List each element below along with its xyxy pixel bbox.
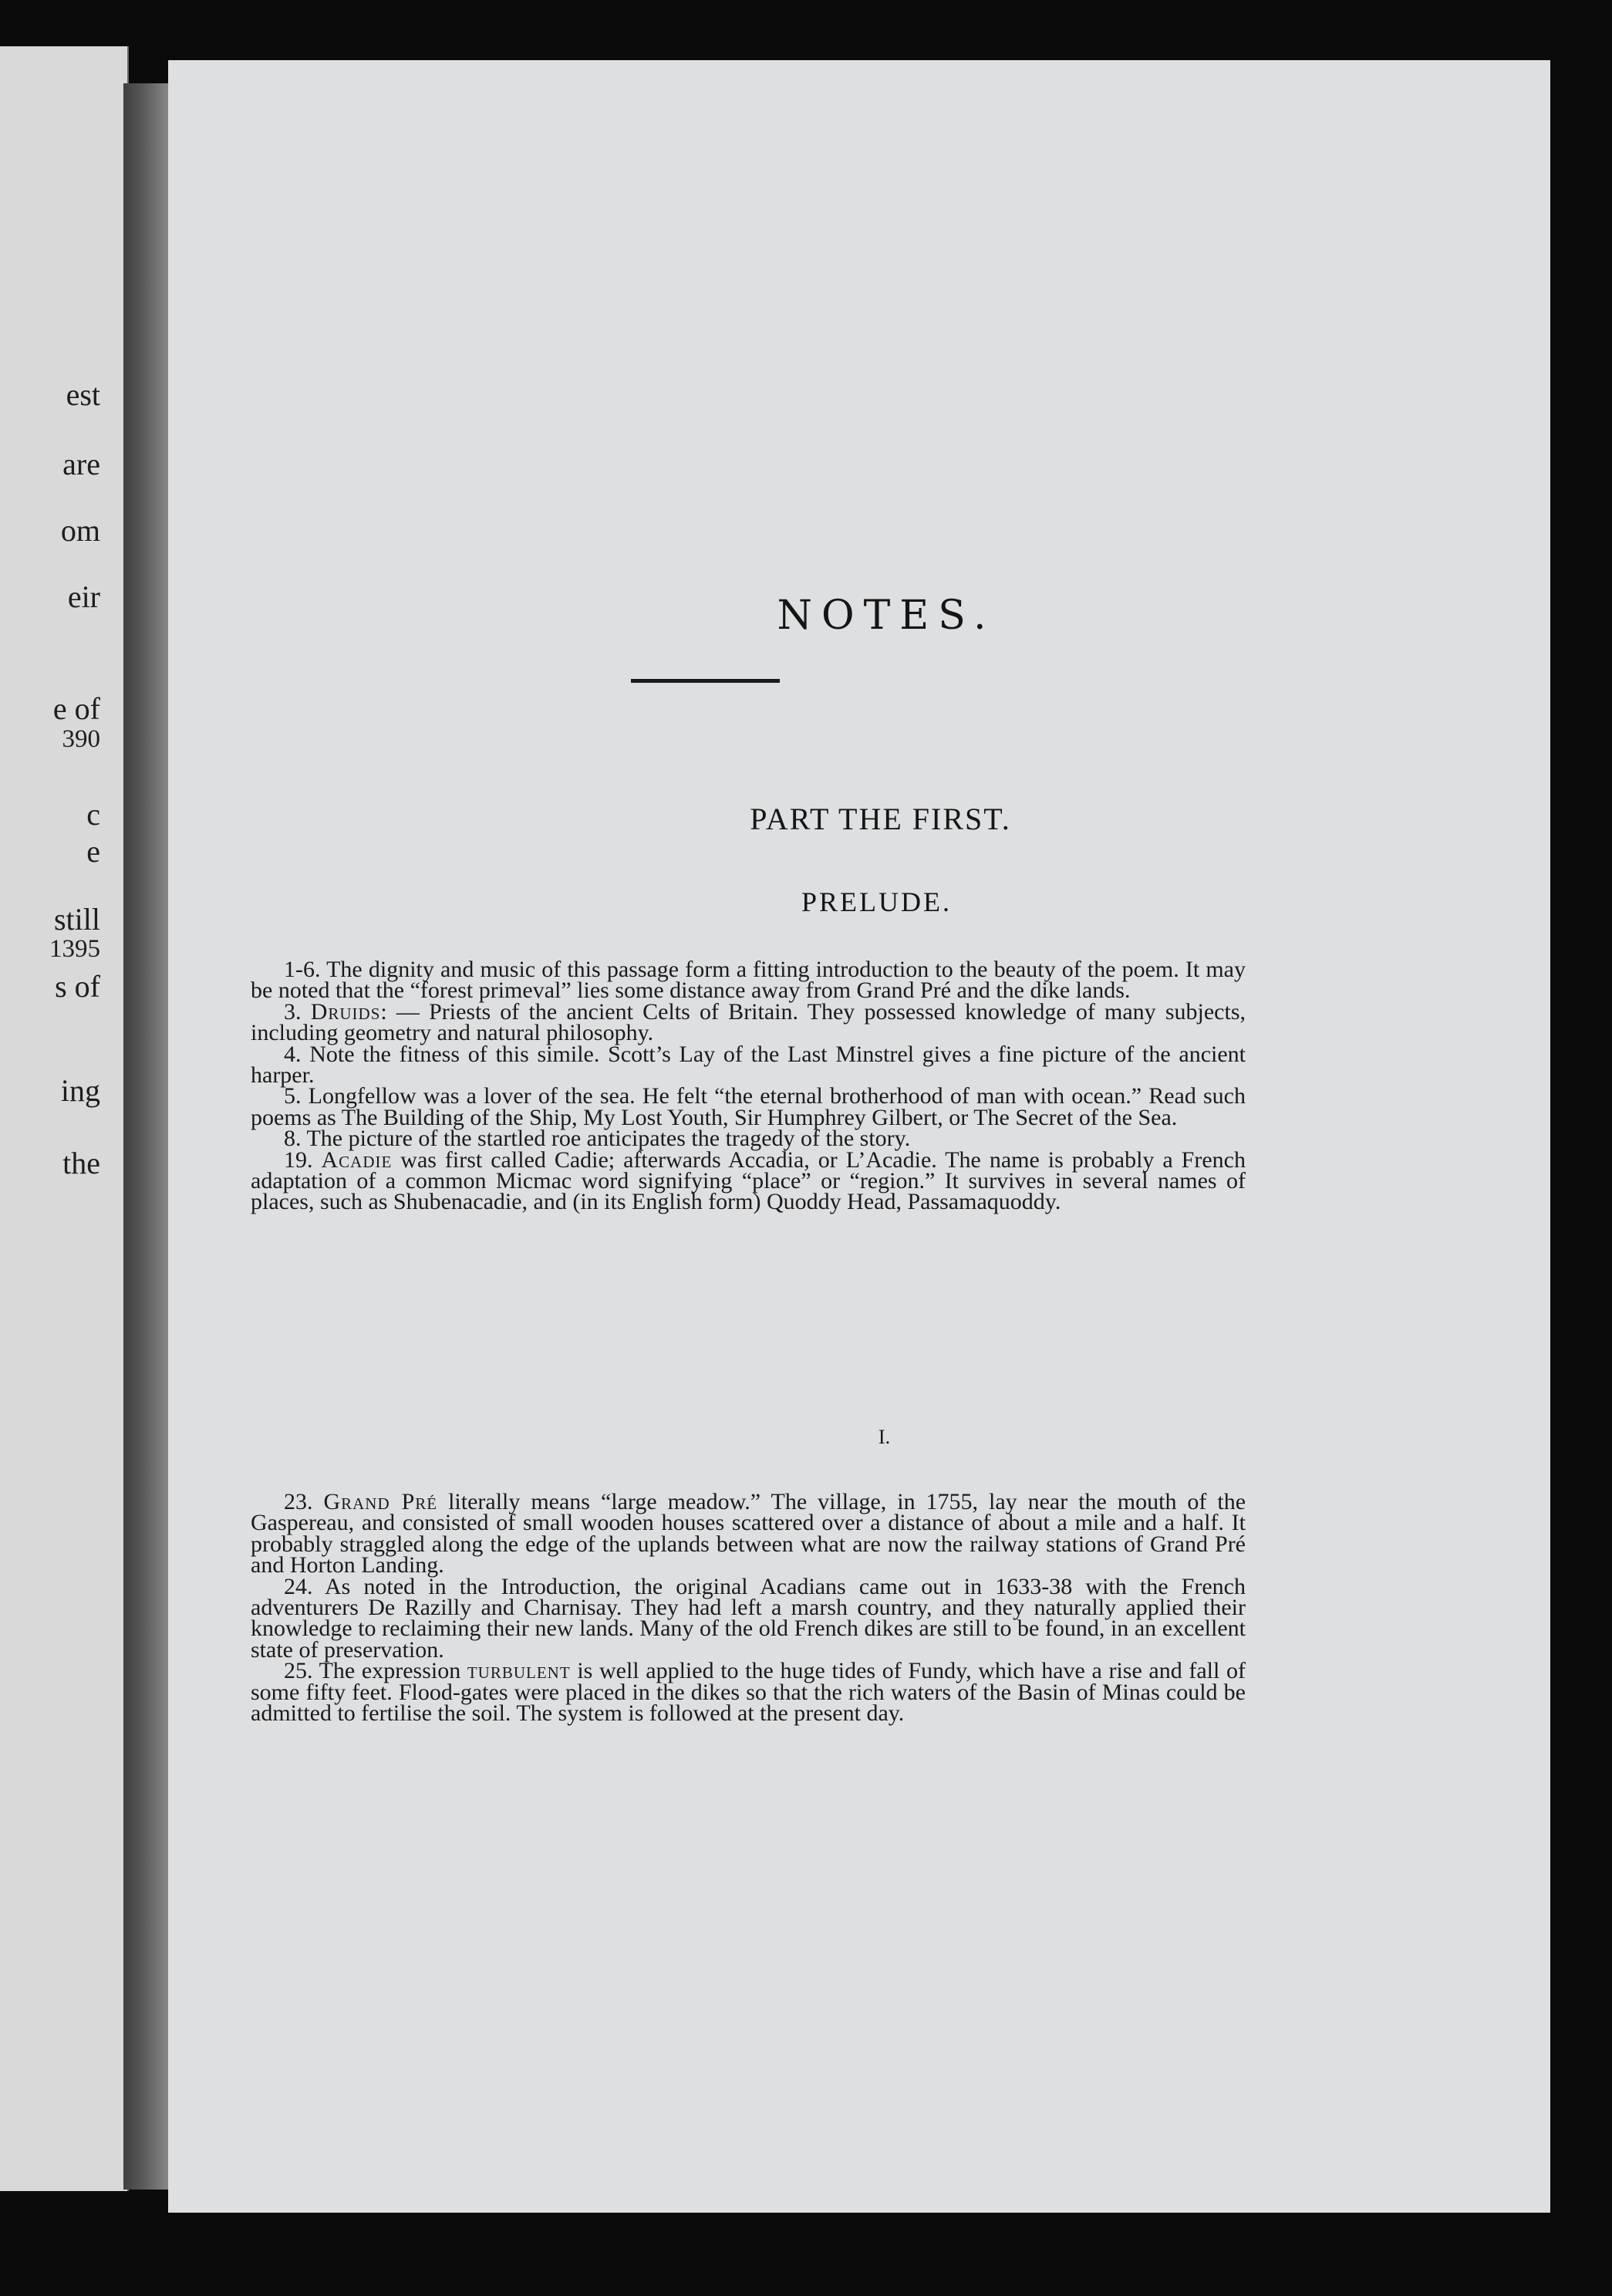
note-number: 19. <box>284 1146 313 1173</box>
note-text: The picture of the startled roe anticipates the tragedy of the story. <box>306 1126 911 1152</box>
note-text: : — Priests of the ancient Celts of Britain. They possessed knowledge of many subjects, including geometry and natural philosophy. <box>251 998 1246 1046</box>
note-paragraph <box>251 1573 1246 1663</box>
left-page-fragment: 390 <box>62 725 100 753</box>
note-number: 25. <box>284 1658 313 1684</box>
section-numeral: I. <box>878 1426 891 1448</box>
part-heading: PART THE FIRST. <box>750 802 1011 836</box>
left-page-fragment: 1395 <box>49 935 100 963</box>
page-title: NOTES. <box>777 593 996 639</box>
note-text: Note the fitness of this simile. Scott’s Lay of the Last Minstrel gives a fine picture of the ancient harper. <box>251 1041 1246 1089</box>
note-paragraph <box>251 1658 1246 1727</box>
note-paragraph <box>251 957 1246 1004</box>
note-text: The expression <box>319 1658 467 1684</box>
notes-page <box>168 60 1550 2213</box>
previous-page-edge <box>0 46 129 2191</box>
note-text: The dignity and music of this passage form a fitting introduction to the beauty of the poem. It may be noted that the “forest primeval” lies some distance away from Grand Pré and the dike lands. <box>251 957 1246 1004</box>
note-text: literally means “large meadow.” The village, in 1755, lay near the mouth of the Gaspereau, and consisted of small wooden houses scattered over a distance of about a mile and a half. It probably straggled along the edge of the uplands between what are now the railway stations of Grand Pré and Horton Landing. <box>251 1489 1246 1578</box>
note-number: 23. <box>284 1489 313 1514</box>
part-one-notes <box>251 1489 1246 1727</box>
left-page-fragment: c <box>86 797 100 832</box>
note-text: was first called Cadie; afterwards Accadia, or L’Acadie. The name is probably a French adaptation of a common Micmac word signifying “place” or “region.” It survives in several names of places, such as Shubenacadie, and (in its English form) Quoddy Head, Passamaquoddy. <box>251 1146 1246 1215</box>
left-page-fragment: ing <box>60 1073 100 1108</box>
note-term: Acadie <box>321 1146 393 1173</box>
left-page-fragment: are <box>62 447 100 481</box>
note-text: Longfellow was a lover of the sea. He felt “the eternal brotherhood of man with ocean.” Read such poems as The Building of the Ship, My Lost Youth, Sir Humphrey Gilbert, or The Secret of the Sea. <box>251 1083 1246 1130</box>
note-number: 1-6. <box>284 957 321 982</box>
note-term: Grand Pré <box>323 1489 438 1514</box>
left-page-fragment: e of <box>52 691 100 726</box>
section-heading: PRELUDE. <box>801 886 952 917</box>
note-paragraph <box>251 1146 1246 1215</box>
note-number: 4. <box>284 1041 302 1067</box>
note-paragraph <box>251 1491 1246 1576</box>
left-page-fragment: the <box>62 1146 100 1180</box>
note-number: 5. <box>284 1083 302 1109</box>
note-number: 8. <box>284 1126 302 1152</box>
left-page-fragment: still <box>53 902 100 937</box>
left-page-fragment: e <box>86 834 100 869</box>
note-number: 24. <box>284 1573 313 1599</box>
left-page-fragment: est <box>66 377 100 412</box>
left-page-fragment: eir <box>67 579 100 614</box>
title-rule <box>631 679 780 683</box>
note-paragraph <box>251 998 1246 1046</box>
note-term: Druids <box>310 998 381 1025</box>
left-page-fragment: om <box>60 513 100 548</box>
page-gutter-shadow <box>123 83 170 2190</box>
prelude-notes <box>251 959 1246 1213</box>
note-text: is well applied to the huge tides of Fundy, which have a rise and fall of some fifty feet. Flood-gates were placed in the dikes so that the rich waters of the Basin of Minas could be admitted to fertilise the soil. The system is followed at the present day. <box>251 1658 1246 1727</box>
note-term: turbulent <box>467 1658 571 1684</box>
note-paragraph <box>251 1083 1246 1130</box>
note-paragraph <box>251 1041 1246 1089</box>
note-paragraph <box>251 1126 1246 1152</box>
note-number: 3. <box>284 998 302 1025</box>
note-text: As noted in the Introduction, the original Acadians came out in 1633-38 with the French adventurers De Razilly and Charnisay. They had left a marsh country, and they naturally applied their knowledge to reclaiming their new lands. Many of the old French dikes are still to be found, in an excellent state of preservation. <box>251 1573 1246 1663</box>
left-page-fragment: s of <box>55 969 100 1004</box>
